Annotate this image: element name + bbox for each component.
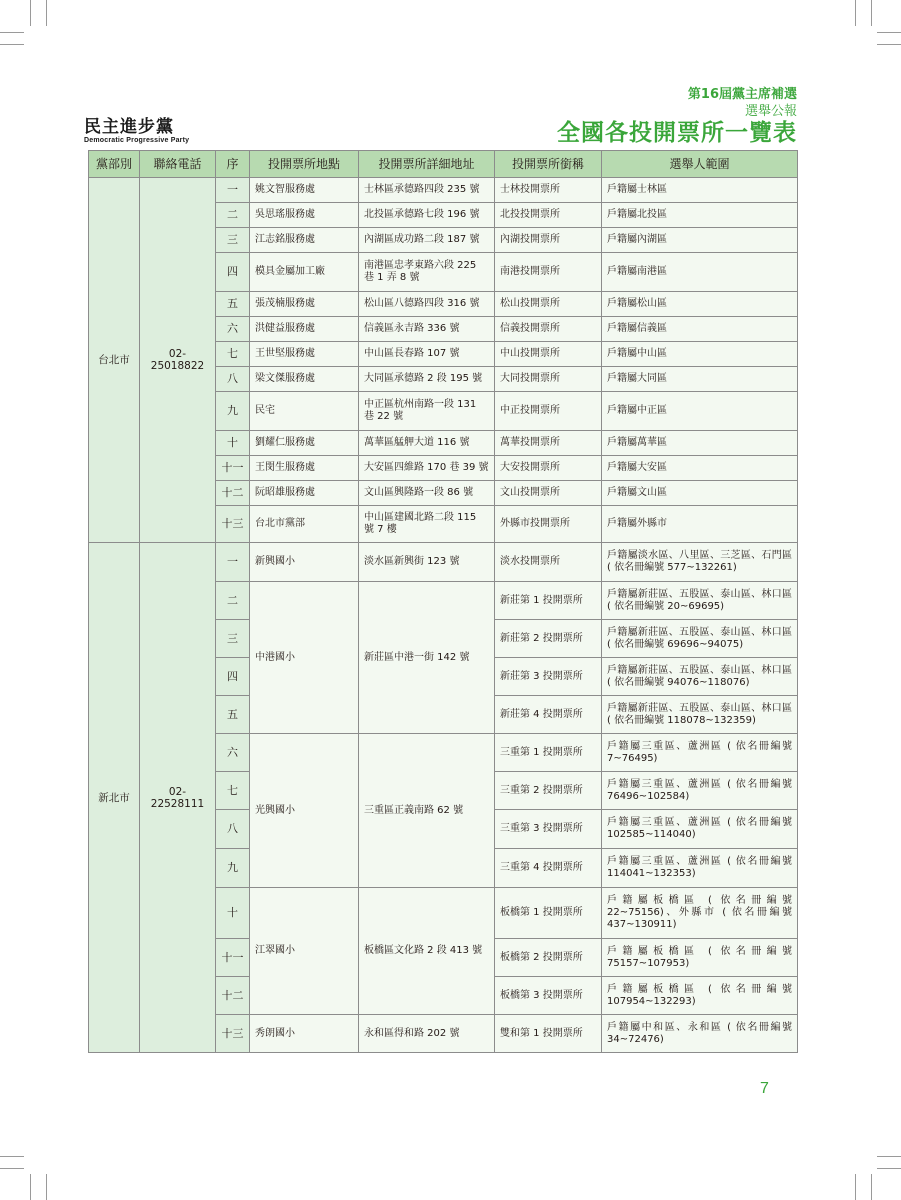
voter-scope-cell: 戶籍屬板橋區 ( 依名冊編號 75157~107953)	[602, 939, 798, 977]
voter-scope-cell: 戶籍屬新莊區、五股區、泰山區、林口區 ( 依名冊編號 69696~94075)	[602, 620, 798, 658]
venue-cell: 姚文智服務處	[250, 178, 359, 203]
column-header-venue: 投開票所地點	[250, 151, 359, 178]
station-name-cell: 三重第 3 投開票所	[495, 810, 602, 849]
election-title: 第16屆黨主席補選	[687, 87, 797, 102]
address-cell: 中山區建國北路二段 115 號 7 樓	[359, 506, 495, 543]
voter-scope-cell: 戶籍屬萬華區	[602, 431, 798, 456]
seq-cell: 五	[216, 696, 250, 734]
address-cell: 大安區四維路 170 巷 39 號	[359, 456, 495, 481]
address-cell: 永和區得和路 202 號	[359, 1015, 495, 1053]
party-logo-name: 民主進步黨	[84, 117, 174, 137]
table-header-row	[89, 151, 798, 178]
station-name-cell: 淡水投開票所	[495, 543, 602, 582]
address-cell: 大同區承德路 2 段 195 號	[359, 367, 495, 392]
venue-cell: 民宅	[250, 392, 359, 431]
station-name-cell: 中正投開票所	[495, 392, 602, 431]
station-name-cell: 信義投開票所	[495, 317, 602, 342]
crop-mark	[877, 1156, 901, 1157]
station-name-cell: 萬華投開票所	[495, 431, 602, 456]
station-name-cell: 松山投開票所	[495, 292, 602, 317]
voter-scope-cell: 戶籍屬三重區、蘆洲區 ( 依名冊編號 7~76495)	[602, 734, 798, 772]
voter-scope-cell: 戶籍屬新莊區、五股區、泰山區、林口區 ( 依名冊編號 118078~132359)	[602, 696, 798, 734]
seq-cell: 十三	[216, 1015, 250, 1053]
crop-mark	[0, 32, 24, 33]
address-cell: 萬華區艋舺大道 116 號	[359, 431, 495, 456]
station-name-cell: 大同投開票所	[495, 367, 602, 392]
voter-scope-cell: 戶籍屬大安區	[602, 456, 798, 481]
seq-cell: 十	[216, 431, 250, 456]
voter-scope-cell: 戶籍屬三重區、蘆洲區 ( 依名冊編號 114041~132353)	[602, 849, 798, 888]
venue-cell: 台北市黨部	[250, 506, 359, 543]
station-name-cell: 三重第 2 投開票所	[495, 772, 602, 810]
seq-cell: 八	[216, 367, 250, 392]
seq-cell: 十二	[216, 977, 250, 1015]
station-name-cell: 板橋第 1 投開票所	[495, 888, 602, 939]
station-name-cell: 中山投開票所	[495, 342, 602, 367]
voter-scope-cell: 戶籍屬三重區、蘆洲區 ( 依名冊編號 102585~114040)	[602, 810, 798, 849]
station-name-cell: 北投投開票所	[495, 203, 602, 228]
venue-cell: 新興國小	[250, 543, 359, 582]
seq-cell: 二	[216, 203, 250, 228]
column-header-phone: 聯絡電話	[140, 151, 216, 178]
venue-cell: 洪健益服務處	[250, 317, 359, 342]
party-branch-cell: 台北市	[89, 178, 140, 543]
crop-mark	[877, 44, 901, 45]
voter-scope-cell: 戶籍屬松山區	[602, 292, 798, 317]
voter-scope-cell: 戶籍屬大同區	[602, 367, 798, 392]
voter-scope-cell: 戶籍屬中和區、永和區 ( 依名冊編號 34~72476)	[602, 1015, 798, 1053]
seq-cell: 三	[216, 620, 250, 658]
address-cell: 北投區承德路七段 196 號	[359, 203, 495, 228]
column-header-station-name: 投開票所銜稱	[495, 151, 602, 178]
address-cell: 南港區忠孝東路六段 225 巷 1 弄 8 號	[359, 253, 495, 292]
venue-cell: 阮昭雄服務處	[250, 481, 359, 506]
phone-cell: 02-22528111	[140, 543, 216, 1053]
page-title: 全國各投開票所一覽表	[557, 119, 797, 146]
table-row	[89, 178, 798, 203]
station-name-cell: 雙和第 1 投開票所	[495, 1015, 602, 1053]
crop-mark	[855, 0, 856, 26]
address-cell: 中正區杭州南路一段 131 巷 22 號	[359, 392, 495, 431]
seq-cell: 九	[216, 849, 250, 888]
station-name-cell: 三重第 1 投開票所	[495, 734, 602, 772]
party-logo-english: Democratic Progressive Party	[84, 137, 190, 144]
crop-mark	[46, 1174, 47, 1200]
seq-cell: 八	[216, 810, 250, 849]
crop-mark	[877, 1168, 901, 1169]
voter-scope-cell: 戶籍屬中山區	[602, 342, 798, 367]
crop-mark	[30, 1174, 31, 1200]
seq-cell: 六	[216, 734, 250, 772]
crop-mark	[30, 0, 31, 26]
voter-scope-cell: 戶籍屬士林區	[602, 178, 798, 203]
column-header-seq: 序	[216, 151, 250, 178]
station-name-cell: 文山投開票所	[495, 481, 602, 506]
party-branch-cell: 新北市	[89, 543, 140, 1053]
address-cell: 板橋區文化路 2 段 413 號	[359, 888, 495, 1015]
seq-cell: 七	[216, 342, 250, 367]
venue-cell: 模具金屬加工廠	[250, 253, 359, 292]
seq-cell: 一	[216, 543, 250, 582]
seq-cell: 十三	[216, 506, 250, 543]
voter-scope-cell: 戶籍屬內湖區	[602, 228, 798, 253]
voter-scope-cell: 戶籍屬板橋區 ( 依名冊編號 107954~132293)	[602, 977, 798, 1015]
station-name-cell: 士林投開票所	[495, 178, 602, 203]
venue-cell: 光興國小	[250, 734, 359, 888]
venue-cell: 王閔生服務處	[250, 456, 359, 481]
voter-scope-cell: 戶籍屬南港區	[602, 253, 798, 292]
seq-cell: 十一	[216, 939, 250, 977]
station-name-cell: 外縣市投開票所	[495, 506, 602, 543]
column-header-voter-scope: 選舉人範圍	[602, 151, 798, 178]
page-number: 7	[760, 1080, 769, 1097]
crop-mark	[0, 44, 24, 45]
seq-cell: 十一	[216, 456, 250, 481]
address-cell: 新莊區中港一街 142 號	[359, 582, 495, 734]
venue-cell: 王世堅服務處	[250, 342, 359, 367]
voter-scope-cell: 戶籍屬板橋區 ( 依名冊編號 22~75156)、外縣市 ( 依名冊編號 437~130911)	[602, 888, 798, 939]
voter-scope-cell: 戶籍屬三重區、蘆洲區 ( 依名冊編號 76496~102584)	[602, 772, 798, 810]
seq-cell: 五	[216, 292, 250, 317]
crop-mark	[871, 1174, 872, 1200]
station-name-cell: 板橋第 2 投開票所	[495, 939, 602, 977]
seq-cell: 六	[216, 317, 250, 342]
venue-cell: 中港國小	[250, 582, 359, 734]
voter-scope-cell: 戶籍屬信義區	[602, 317, 798, 342]
venue-cell: 劉耀仁服務處	[250, 431, 359, 456]
address-cell: 士林區承德路四段 235 號	[359, 178, 495, 203]
venue-cell: 張茂楠服務處	[250, 292, 359, 317]
address-cell: 三重區正義南路 62 號	[359, 734, 495, 888]
venue-cell: 秀朗國小	[250, 1015, 359, 1053]
station-name-cell: 新莊第 3 投開票所	[495, 658, 602, 696]
address-cell: 淡水區新興街 123 號	[359, 543, 495, 582]
crop-mark	[871, 0, 872, 26]
crop-mark	[877, 32, 901, 33]
column-header-party: 黨部別	[89, 151, 140, 178]
station-name-cell: 三重第 4 投開票所	[495, 849, 602, 888]
station-name-cell: 新莊第 1 投開票所	[495, 582, 602, 620]
voter-scope-cell: 戶籍屬新莊區、五股區、泰山區、林口區 ( 依名冊編號 94076~118076)	[602, 658, 798, 696]
table-row	[89, 543, 798, 582]
seq-cell: 九	[216, 392, 250, 431]
crop-mark	[0, 1156, 24, 1157]
seq-cell: 一	[216, 178, 250, 203]
crop-mark	[0, 1168, 24, 1169]
venue-cell: 江翠國小	[250, 888, 359, 1015]
phone-cell: 02-25018822	[140, 178, 216, 543]
polling-station-table	[88, 150, 798, 1053]
voter-scope-cell: 戶籍屬新莊區、五股區、泰山區、林口區 ( 依名冊編號 20~69695)	[602, 582, 798, 620]
seq-cell: 二	[216, 582, 250, 620]
venue-cell: 江志銘服務處	[250, 228, 359, 253]
address-cell: 文山區興隆路一段 86 號	[359, 481, 495, 506]
station-name-cell: 新莊第 2 投開票所	[495, 620, 602, 658]
crop-mark	[46, 0, 47, 26]
address-cell: 內湖區成功路二段 187 號	[359, 228, 495, 253]
bulletin-label: 選舉公報	[744, 104, 797, 119]
venue-cell: 吳思瑤服務處	[250, 203, 359, 228]
seq-cell: 四	[216, 253, 250, 292]
station-name-cell: 大安投開票所	[495, 456, 602, 481]
address-cell: 信義區永吉路 336 號	[359, 317, 495, 342]
seq-cell: 七	[216, 772, 250, 810]
seq-cell: 十	[216, 888, 250, 939]
voter-scope-cell: 戶籍屬淡水區、八里區、三芝區、石門區 ( 依名冊編號 577~132261)	[602, 543, 798, 582]
venue-cell: 梁文傑服務處	[250, 367, 359, 392]
voter-scope-cell: 戶籍屬北投區	[602, 203, 798, 228]
voter-scope-cell: 戶籍屬中正區	[602, 392, 798, 431]
seq-cell: 四	[216, 658, 250, 696]
station-name-cell: 南港投開票所	[495, 253, 602, 292]
station-name-cell: 內湖投開票所	[495, 228, 602, 253]
seq-cell: 三	[216, 228, 250, 253]
voter-scope-cell: 戶籍屬文山區	[602, 481, 798, 506]
station-name-cell: 新莊第 4 投開票所	[495, 696, 602, 734]
address-cell: 中山區長春路 107 號	[359, 342, 495, 367]
voter-scope-cell: 戶籍屬外縣市	[602, 506, 798, 543]
column-header-address: 投開票所詳細地址	[359, 151, 495, 178]
party-logo	[84, 118, 189, 145]
seq-cell: 十二	[216, 481, 250, 506]
address-cell: 松山區八德路四段 316 號	[359, 292, 495, 317]
crop-mark	[855, 1174, 856, 1200]
station-name-cell: 板橋第 3 投開票所	[495, 977, 602, 1015]
